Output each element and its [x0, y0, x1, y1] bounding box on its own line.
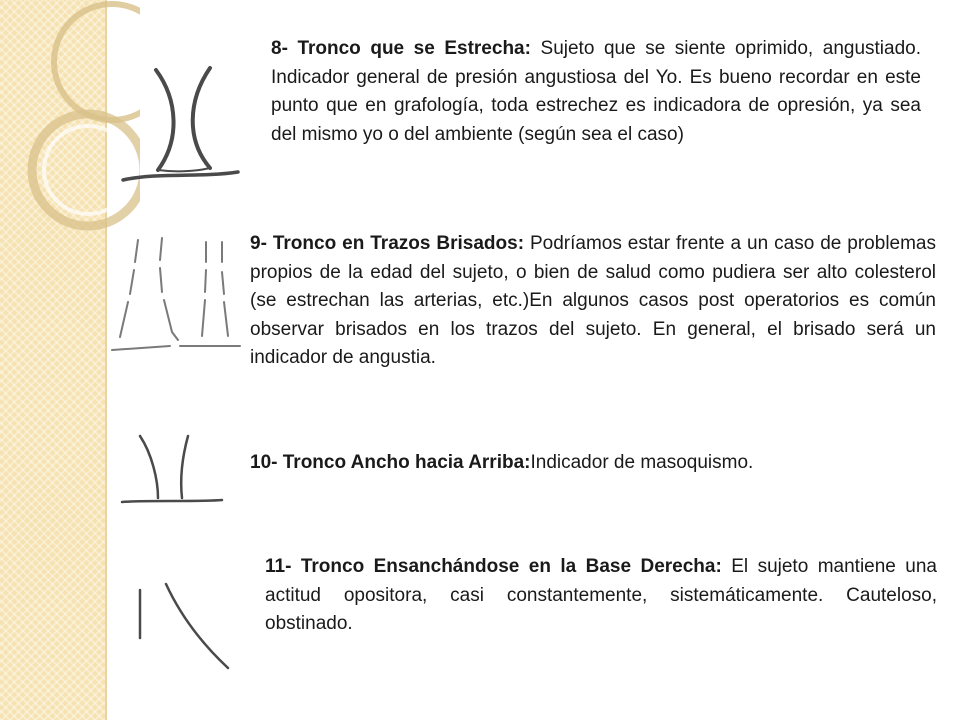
item-10-paragraph	[250, 449, 936, 478]
item-10-body: Indicador de masoquismo.	[530, 452, 754, 473]
item-11-title: 11- Tronco Ensanchándose en la Base Derecha:	[265, 556, 722, 577]
right-base-widening-trunk-sketch	[128, 580, 238, 675]
wide-top-trunk-sketch	[118, 432, 228, 512]
item-8-paragraph	[271, 35, 921, 149]
item-9-body: Podríamos estar frente a un caso de problemas propios de la edad del sujeto, o bien de salud como pudiera ser alto colesterol (se estrechan las arterias, etc.)En algunos casos post operatorios es común observar brisados en los trazos del sujeto. En general, el brisado será un indicador de angustia.	[250, 233, 936, 368]
item-9-paragraph	[250, 230, 936, 373]
narrowing-trunk-sketch	[118, 60, 243, 190]
item-9-title: 9- Tronco en Trazos Brisados:	[250, 233, 525, 254]
item-11-body: El sujeto mantiene una actitud opositora, casi constantemente, sistemáticamente. Cauteloso, obstinado.	[265, 556, 938, 634]
item-8-body: Sujeto que se siente oprimido, angustiado. Indicador general de presión angustiosa del Yo. Es bueno recordar en este punto que en grafología, toda estrechez es indicadora de opresión, ya sea del mismo yo o del ambiente (según sea el caso)	[271, 38, 922, 145]
item-10-title: 10- Tronco Ancho hacia Arriba:	[250, 452, 531, 473]
broken-stroke-trunk-sketch	[110, 232, 245, 357]
item-11-paragraph	[265, 553, 937, 639]
item-8-title: 8- Tronco que se Estrecha:	[271, 38, 531, 59]
